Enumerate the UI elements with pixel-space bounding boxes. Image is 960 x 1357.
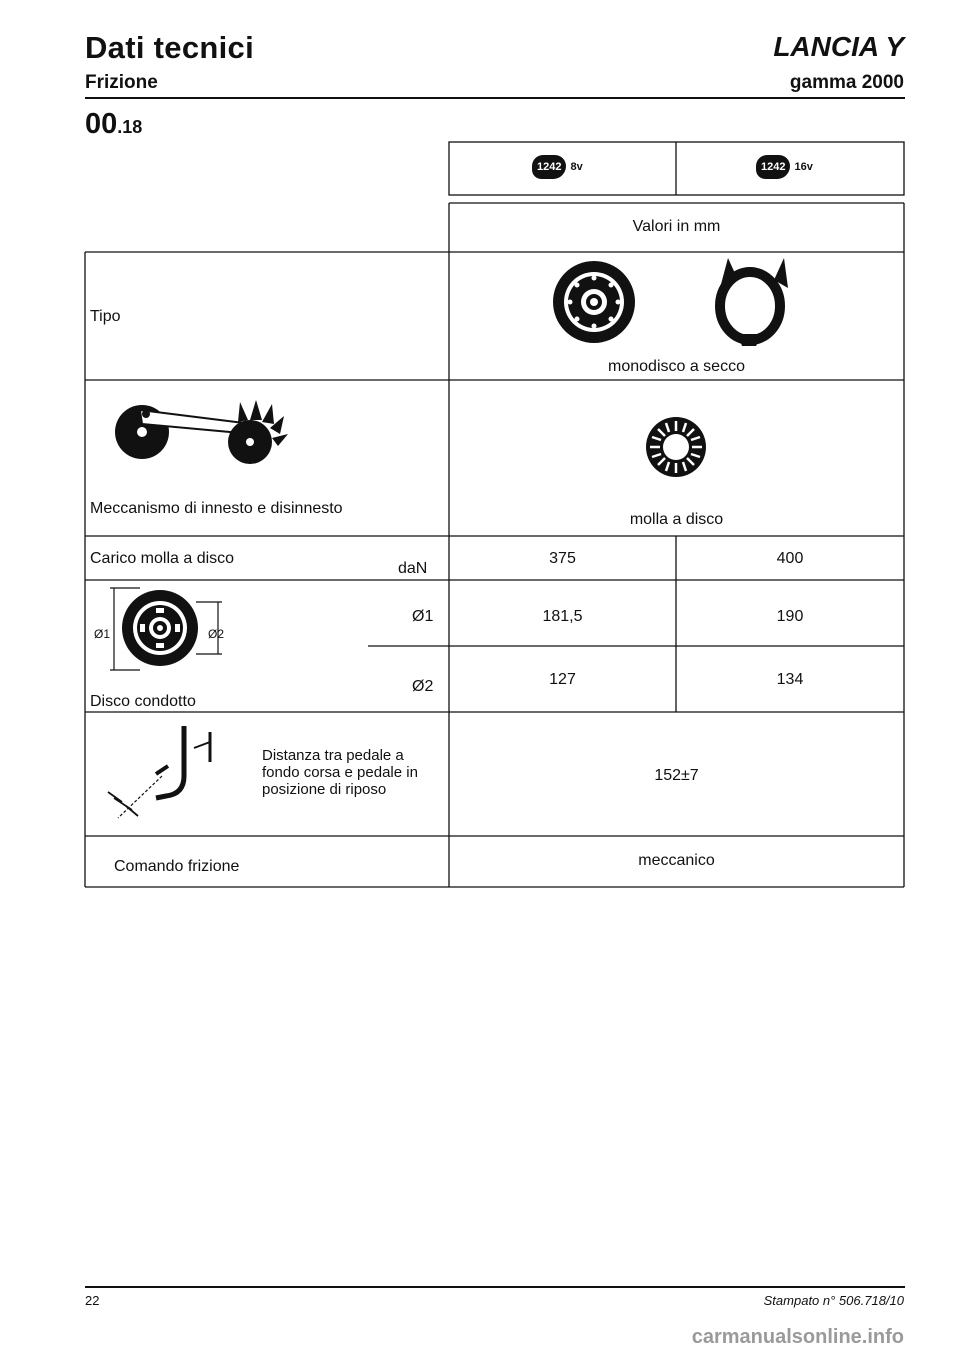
carico-value-8v: 375	[549, 550, 576, 567]
units-label: Valori in mm	[632, 218, 721, 235]
tipo-value: monodisco a secco	[608, 358, 745, 375]
brand-name: LANCIA Y	[773, 31, 904, 62]
page-number: 22	[85, 1293, 100, 1308]
carico-label: Carico molla a disco	[90, 550, 235, 567]
engine-version: 16v	[794, 161, 813, 173]
d1-value-8v: 181,5	[542, 608, 583, 625]
engine-8v	[532, 155, 583, 179]
page-subtitle: Frizione	[85, 72, 158, 93]
d2-value-16v: 134	[776, 671, 804, 688]
footer-rule	[85, 1286, 905, 1288]
d1-value-16v: 190	[776, 608, 804, 625]
engine-icon: 1242	[532, 155, 566, 179]
print-reference: Stampato n° 506.718/10	[763, 1293, 904, 1308]
engine-version: 8v	[570, 161, 583, 173]
distanza-label: Distanza tra pedale a fondo corsa e pedale in posizione di riposo	[262, 747, 418, 798]
diameter-1-mark: Ø1	[94, 627, 111, 641]
carico-unit: daN	[398, 560, 428, 577]
model-range: gamma 2000	[789, 72, 904, 93]
carico-value-16v: 400	[776, 550, 804, 567]
clutch-assembly-icon	[548, 258, 808, 346]
diameter-1-label: Ø1	[412, 608, 434, 625]
diameter-2-mark: Ø2	[208, 627, 225, 641]
section-sub: .18	[117, 117, 143, 137]
disc-spring-icon	[645, 416, 707, 478]
pedal-travel-icon	[100, 718, 230, 823]
watermark: carmanualsonline.info	[691, 1326, 904, 1348]
section-main: 00	[85, 108, 118, 140]
comando-label: Comando frizione	[114, 858, 240, 875]
comando-value: meccanico	[638, 852, 715, 869]
disco-label: Disco condotto	[90, 693, 196, 710]
engine-icon: 1242	[756, 155, 790, 179]
diameter-2-label: Ø2	[412, 678, 434, 695]
meccanismo-value: molla a disco	[629, 511, 724, 528]
distanza-value: 152±7	[654, 767, 699, 784]
engine-16v	[756, 155, 813, 179]
d2-value-8v: 127	[549, 671, 576, 688]
meccanismo-label: Meccanismo di innesto e disinnesto	[90, 500, 343, 517]
release-mechanism-icon	[112, 392, 292, 468]
tipo-label: Tipo	[90, 308, 121, 325]
page-title: Dati tecnici	[85, 30, 254, 65]
